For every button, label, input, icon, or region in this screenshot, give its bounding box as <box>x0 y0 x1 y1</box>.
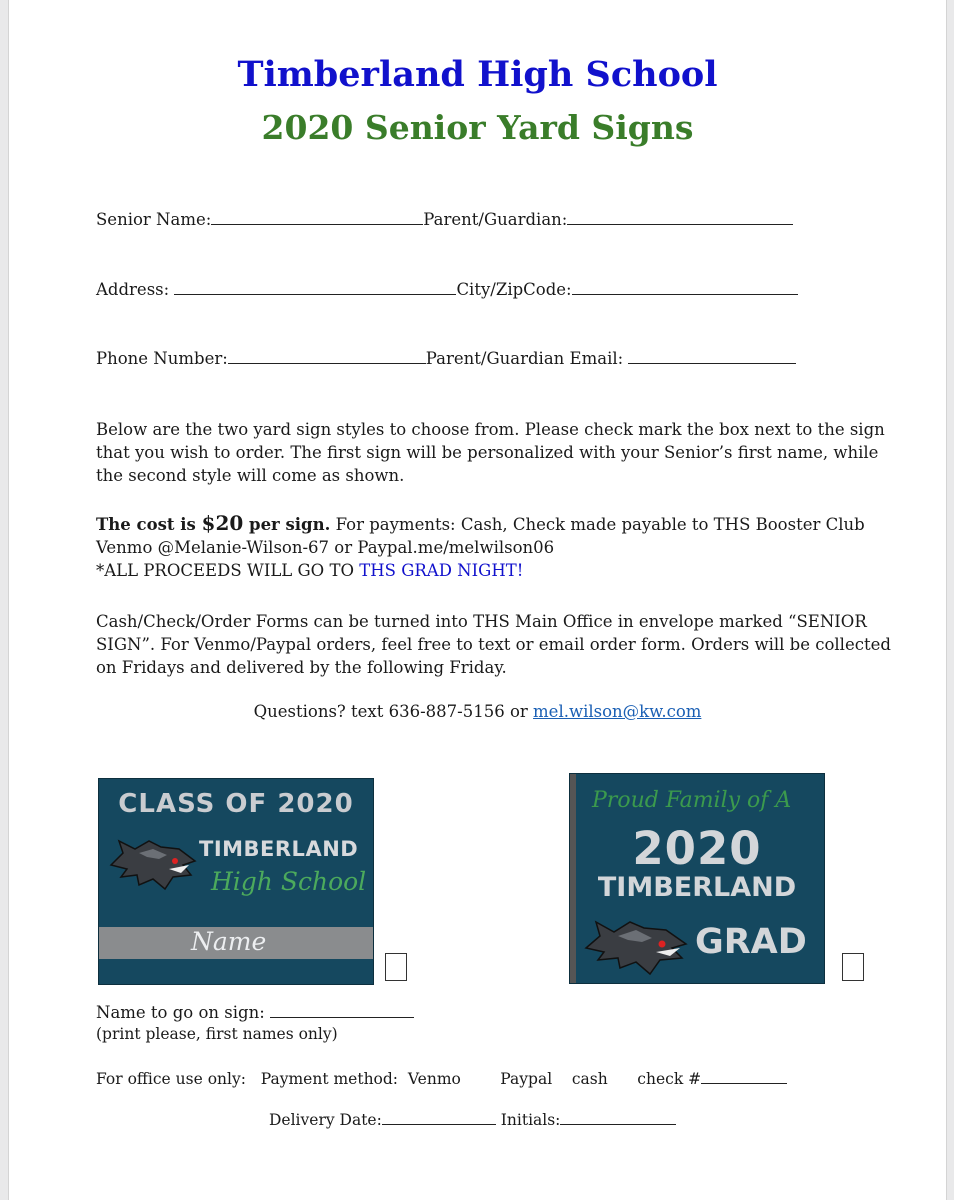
senior-name-field[interactable] <box>211 210 423 225</box>
sign-style-1 <box>98 778 374 985</box>
school-title: Timberland High School <box>237 54 718 95</box>
cash-option[interactable]: cash <box>571 1070 608 1088</box>
sign2-year-text: 2020 <box>632 822 762 875</box>
parent-label: Parent/Guardian: <box>423 210 568 229</box>
city-zip-label: City/ZipCode: <box>456 280 572 299</box>
name-on-sign-label: Name to go on sign: <box>96 1003 265 1022</box>
address-label: Address: <box>96 280 170 299</box>
sign1-timberland-text: TIMBERLAND <box>199 837 359 861</box>
proceeds-prefix: *ALL PROCEEDS WILL GO TO <box>96 561 360 580</box>
initials-field[interactable] <box>560 1110 676 1125</box>
dropoff-paragraph: Cash/Check/Order Forms can be turned into THS Main Office in envelope marked “SENIOR SIGN”. For Venmo/Paypal orders, feel free to text or email order form. Orders will be collected on Fridays and delivered by the following Friday. <box>96 612 891 677</box>
check-option[interactable]: check # <box>637 1070 702 1088</box>
initials-label: Initials: <box>500 1111 561 1129</box>
venmo-option[interactable]: Venmo <box>407 1070 461 1088</box>
phone-field[interactable] <box>228 349 426 364</box>
cost-paragraph <box>96 512 896 582</box>
delivery-row <box>269 1110 676 1129</box>
office-use-label: For office use only: <box>96 1070 246 1088</box>
parent-field[interactable] <box>567 210 793 225</box>
office-use-row <box>96 1069 787 1088</box>
document-page <box>8 0 947 1200</box>
senior-name-label: Senior Name: <box>96 210 212 229</box>
delivery-date-field[interactable] <box>382 1110 496 1125</box>
sign2-proud-family-text: Proud Family of A <box>592 788 792 813</box>
parent-email-field[interactable] <box>628 349 796 364</box>
questions-line <box>9 702 946 721</box>
address-field[interactable] <box>174 280 456 295</box>
city-zip-field[interactable] <box>572 280 798 295</box>
cost-prefix: The cost is <box>96 515 202 534</box>
name-on-sign-field[interactable] <box>270 1003 414 1018</box>
questions-text: Questions? text 636-887-5156 or <box>253 702 534 721</box>
name-on-sign-note: (print please, first names only) <box>96 1025 338 1043</box>
sign2-timberland-text: TIMBERLAND <box>597 872 797 903</box>
wolf-mascot-icon <box>584 916 688 976</box>
sign1-class-of-text: CLASS OF 2020 <box>118 789 354 819</box>
paypal-option[interactable]: Paypal <box>500 1070 553 1088</box>
payments-text: For payments: Cash, Check made payable to THS Booster Club <box>330 515 865 534</box>
form-row-name <box>96 210 793 229</box>
email-link[interactable]: mel.wilson@kw.com <box>533 702 702 721</box>
cost-suffix: per sign. <box>243 515 331 534</box>
check-number-field[interactable] <box>701 1069 787 1084</box>
phone-label: Phone Number: <box>96 349 228 368</box>
sign1-checkbox[interactable] <box>385 953 407 981</box>
form-row-address <box>96 280 798 299</box>
cost-amount: $20 <box>201 511 244 535</box>
document-subtitle: 2020 Senior Yard Signs <box>261 108 694 147</box>
form-row-phone <box>96 349 796 368</box>
delivery-date-label: Delivery Date: <box>269 1111 382 1129</box>
payments-line2: Venmo @Melanie-Wilson-67 or Paypal.me/melwilson06 <box>96 538 555 557</box>
payment-method-label: Payment method: <box>260 1070 399 1088</box>
wolf-mascot-icon <box>109 835 197 893</box>
sign2-grad-text: GRAD <box>695 922 807 962</box>
sign2-checkbox[interactable] <box>842 953 864 981</box>
name-on-sign-row <box>96 1003 414 1022</box>
styles-paragraph: Below are the two yard sign styles to choose from. Please check mark the box next to the sign that you wish to order. The first sign will be personalized with your Senior’s first name, while the second style will come as shown. <box>96 420 885 485</box>
proceeds-target: THS GRAD NIGHT! <box>359 561 524 580</box>
sign1-name-text: Name <box>191 927 267 956</box>
sign-style-2 <box>569 773 825 984</box>
sign1-high-school-text: High School <box>211 867 367 896</box>
parent-email-label: Parent/Guardian Email: <box>425 349 624 368</box>
